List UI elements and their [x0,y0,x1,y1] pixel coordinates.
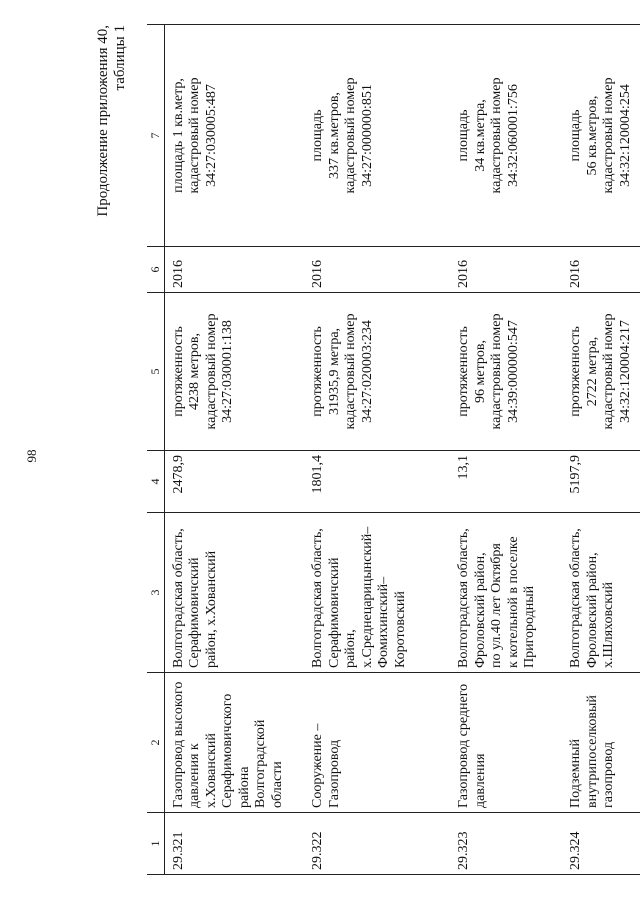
cell-year: 2016 [304,247,450,293]
cell-object-name [164,673,304,813]
cell-characteristics-line: кадастровый номер [203,313,219,430]
cell-characteristics-line: 96 метров, [472,340,488,403]
cell-notes-line: 34 кв.метра, [472,99,488,172]
cell-notes-line: 34:32:120004:254 [617,84,633,187]
cell-notes-line: 56 кв.метров, [584,95,600,176]
cell-notes-line: кадастровый номер [489,77,504,194]
cell-characteristics [562,293,640,451]
cell-notes-line: 34:27:030005:487 [203,84,219,187]
cell-value: 2478,9 [164,451,304,513]
cell-location [562,513,640,673]
continuation-note-line1: Продолжение приложения 40, [95,25,111,217]
continuation-note [95,25,129,217]
cell-location-line: Фроловский район, [472,552,488,668]
cell-number: 29.323 [450,813,562,875]
table-body [164,25,640,875]
cell-notes-line: кадастровый номер [601,77,616,194]
cell-location-line: Волгоградская область, [456,528,471,668]
registry-table [147,24,640,875]
cell-notes [562,25,640,247]
cell-object-name-line: давления к [187,743,202,808]
cell-number: 29.324 [562,813,640,875]
cell-characteristics-line: протяженность [568,326,583,417]
continuation-note-line2: таблицы 1 [112,25,128,91]
cell-characteristics-line: 31935,9 метра, [326,327,342,416]
cell-object-name-line: Подземный [568,739,583,808]
cell-year: 2016 [450,247,562,293]
table-row [304,25,450,875]
cell-notes [304,25,450,247]
cell-notes-line: 34:32:060001:756 [505,84,521,187]
column-header-7: 7 [147,25,164,247]
cell-location [450,513,562,673]
column-header-3: 3 [147,513,164,673]
cell-characteristics-line: кадастровый номер [601,313,616,430]
cell-location-line: Коротовский [392,591,408,668]
column-header-2: 2 [147,673,164,813]
cell-location-line: Серафимовичский [187,557,202,668]
cell-characteristics [164,293,304,451]
cell-number: 29.322 [304,813,450,875]
cell-object-name-line: внутрипоселковый [584,695,600,808]
cell-location-line: район, х.Хованский [203,550,219,668]
cell-location-line: х.Шляховский [601,581,616,668]
cell-number: 29.321 [164,813,304,875]
cell-year: 2016 [562,247,640,293]
cell-location [164,513,304,673]
cell-notes-line: площадь [456,109,471,162]
column-header-5: 5 [147,293,164,451]
cell-location-line: Волгоградская область, [170,528,186,668]
cell-object-name-line: Сооружение – [310,723,325,808]
table-row [450,25,562,875]
cell-object-name [450,673,562,813]
cell-location-line: к котельной в поселке [505,536,521,668]
cell-location-line: Пригородный [522,585,537,668]
table-row [562,25,640,875]
cell-location-line: х.Среднецарицынский– [359,526,375,668]
table-header-row [147,25,164,875]
cell-notes [450,25,562,247]
cell-object-name-line: Газопровод среднего [456,683,471,808]
page-number: 98 [24,449,39,463]
cell-object-name-line: Газопровод [326,739,342,808]
cell-notes [164,25,304,247]
cell-characteristics-line: кадастровый номер [343,313,358,430]
cell-object-name-line: района [236,766,252,808]
cell-notes-line: кадастровый номер [187,77,202,194]
cell-year: 2016 [164,247,304,293]
cell-value: 5197,9 [562,451,640,513]
cell-characteristics-line: кадастровый номер [489,313,504,430]
cell-object-name-line: Волгоградской [253,719,268,808]
cell-characteristics [450,293,562,451]
cell-location-line: Фомихинский– [376,576,391,668]
cell-characteristics-line: 34:27:030001:138 [220,320,235,423]
cell-object-name-line: газопровод [601,741,616,808]
cell-characteristics-line: протяженность [456,326,471,417]
cell-characteristics-line: 34:39:000000:547 [505,320,521,423]
cell-notes-line: 34:27:000000:851 [359,84,375,187]
cell-object-name [562,673,640,813]
cell-notes-line: кадастровый номер [343,77,358,194]
cell-object-name-line: Серафимовичского [220,693,235,808]
rotated-page-content [95,25,640,875]
cell-notes-line: площадь 1 кв.метр, [170,78,186,193]
cell-location-line: Фроловский район, [584,552,600,668]
cell-value: 1801,4 [304,451,450,513]
cell-location-line: Волгоградская область, [310,528,325,668]
cell-object-name [304,673,450,813]
cell-characteristics-line: протяженность [310,326,325,417]
cell-characteristics [304,293,450,451]
column-header-1: 1 [147,813,164,875]
cell-characteristics-line: 2722 метра, [584,336,600,407]
table-row [164,25,304,875]
cell-object-name-line: Газопровод высокого [170,681,186,808]
cell-object-name-line: х.Хованский [203,733,219,808]
cell-characteristics-line: протяженность [170,326,186,417]
cell-location [304,513,450,673]
column-header-6: 6 [147,247,164,293]
cell-location-line: район, [343,629,358,668]
cell-characteristics-line: 34:27:020003:234 [359,320,375,423]
cell-location-line: Волгоградская область, [568,528,583,668]
cell-location-line: Серафимовичский [326,557,342,668]
cell-object-name-line: области [269,761,285,808]
cell-notes-line: площадь [310,109,325,162]
cell-characteristics-line: 34:32:120004:217 [617,320,633,423]
cell-location-line: по ул.40 лет Октября [489,543,504,668]
cell-characteristics-line: 4238 метров, [187,333,202,410]
cell-value: 13,1 [450,451,562,513]
column-header-4: 4 [147,451,164,513]
cell-notes-line: площадь [568,109,583,162]
cell-notes-line: 337 кв.метров, [326,92,342,179]
cell-object-name-line: давления [472,753,488,808]
